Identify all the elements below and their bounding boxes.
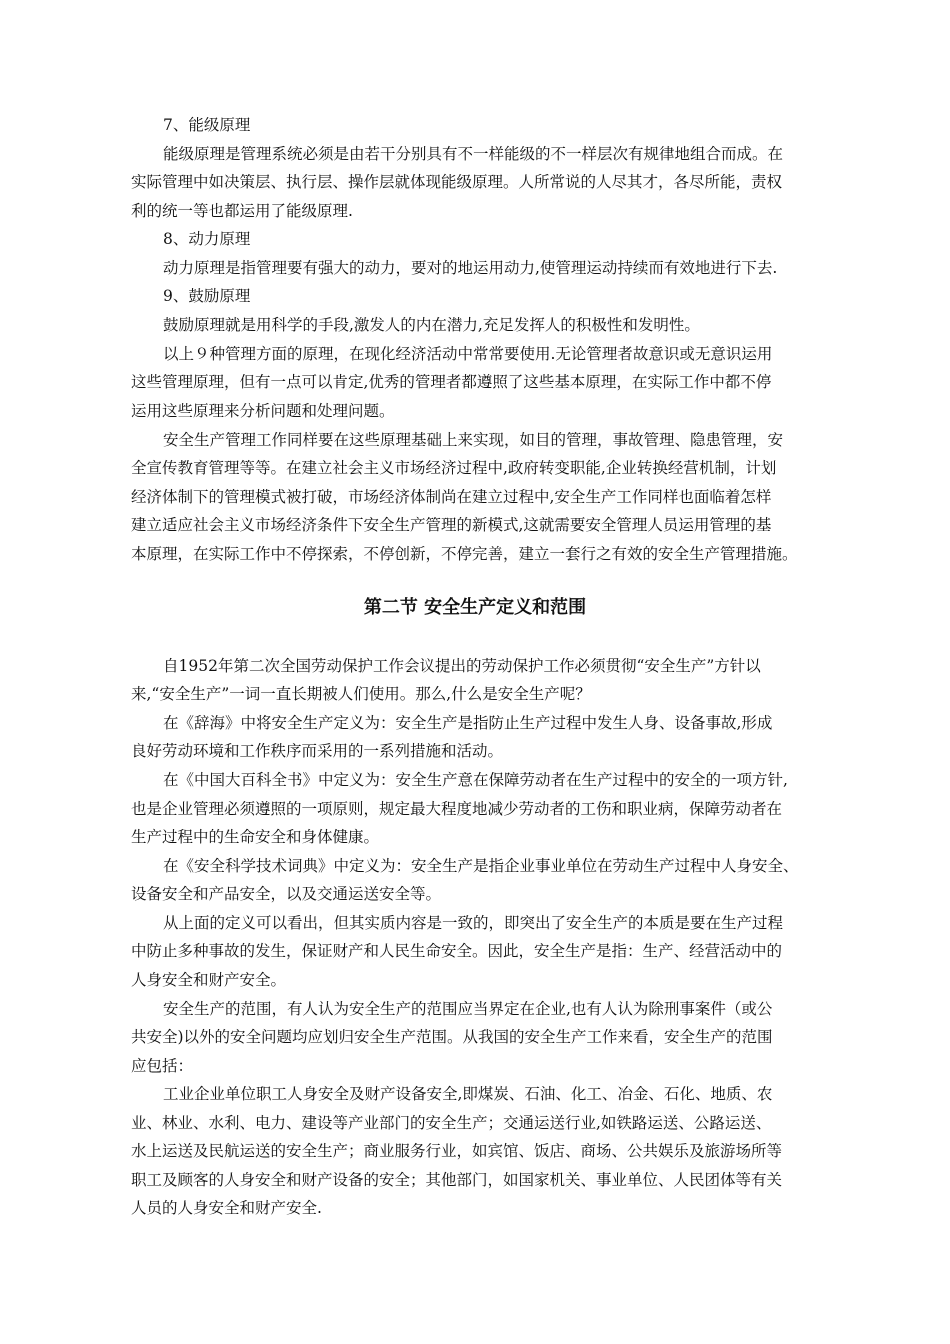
paragraph-line: 来,“安全生产”一词一直长期被人们使用。那么,什么是安全生产呢？: [131, 685, 591, 703]
paragraph-line: 良好劳动环境和工作秩序而采用的一系列措施和活动。: [131, 742, 504, 760]
paragraph-line: 应包括：: [131, 1057, 194, 1075]
application-line: 经济体制下的管理模式被打破，市场经济体制尚在建立过程中,安全生产工作同样也面临着怎样: [131, 488, 772, 506]
paragraph-line: 职工及顾客的人身安全和财产设备的安全；其他部门，如国家机关、事业单位、人民团体等有关: [131, 1171, 783, 1189]
section-title: 第二节 安全生产定义和范围: [363, 597, 587, 618]
principle-7-heading: 7、能级原理: [163, 116, 251, 134]
summary-line: 以上９种管理方面的原理，在现化经济活动中常常要使用.无论管理者故意识或无意识运用: [163, 345, 773, 363]
principle-9-text-line: 鼓励原理就是用科学的手段,激发人的内在潜力,充足发挥人的积极性和发明性。: [163, 316, 700, 334]
principle-8-text-line: 动力原理是指管理要有强大的动力，要对的地运用动力,使管理运动持续而有效地进行下去.: [163, 259, 778, 277]
paragraph-line: 工业企业单位职工人身安全及财产设备安全,即煤炭、石油、化工、冶金、石化、地质、农: [163, 1085, 773, 1103]
summary-line: 这些管理原理，但有一点可以肯定,优秀的管理者都遵照了这些基本原理，在实际工作中都不停: [131, 373, 772, 391]
paragraph-line: 在《辞海》中将安全生产定义为：安全生产是指防止生产过程中发生人身、设备事故,形成: [163, 714, 773, 732]
application-line: 安全生产管理工作同样要在这些原理基础上来实现，如目的管理，事故管理、隐患管理，安: [163, 431, 784, 449]
paragraph-line: 人员的人身安全和财产安全.: [131, 1199, 322, 1217]
application-line: 本原理，在实际工作中不停探索，不停创新，不停完善，建立一套行之有效的安全生产管理措施。: [131, 545, 798, 563]
paragraph-line: 自1952年第二次全国劳动保护工作会议提出的劳动保护工作必须贯彻“安全生产”方针以: [163, 657, 761, 675]
principle-7-text-line: 能级原理是管理系统必须是由若干分别具有不一样能级的不一样层次有规律地组合而成。在: [163, 145, 784, 163]
application-line: 全宣传教育管理等等。在建立社会主义市场经济过程中,政府转变职能,企业转换经营机制，计划: [131, 459, 777, 477]
paragraph-line: 从上面的定义可以看出，但其实质内容是一致的，即突出了安全生产的本质是要在生产过程: [163, 914, 784, 932]
paragraph-line: 在《安全科学技术词典》中定义为：安全生产是指企业事业单位在劳动生产过程中人身安全、: [163, 857, 799, 875]
summary-line: 运用这些原理来分析问题和处理问题。: [131, 402, 395, 420]
principle-8-heading: 8、动力原理: [163, 230, 251, 248]
application-line: 建立适应社会主义市场经济条件下安全生产管理的新模式,这就需要安全管理人员运用管理的基: [131, 516, 772, 534]
paragraph-line: 安全生产的范围，有人认为安全生产的范围应当界定在企业,也有人认为除刑事案件（或公: [163, 1000, 773, 1018]
paragraph-line: 水上运送及民航运送的安全生产；商业服务行业，如宾馆、饭店、商场、公共娱乐及旅游场所等: [131, 1142, 783, 1160]
paragraph-line: 设备安全和产品安全，以及交通运送安全等。: [131, 885, 442, 903]
paragraph-line: 中防止多种事故的发生，保证财产和人民生命安全。因此，安全生产是指：生产、经营活动中的: [131, 942, 783, 960]
paragraph-line: 人身安全和财产安全。: [131, 971, 287, 989]
paragraph-line: 业、林业、水利、电力、建设等产业部门的安全生产；交通运送行业,如铁路运送、公路运送、: [131, 1114, 772, 1132]
paragraph-line: 共安全)以外的安全问题均应划归安全生产范围。从我国的安全生产工作来看，安全生产的范围: [131, 1028, 773, 1046]
paragraph-line: 生产过程中的生命安全和身体健康。: [131, 828, 380, 846]
principle-7-text-line: 利的统一等也都运用了能级原理.: [131, 202, 353, 220]
paragraph-line: 在《中国大百科全书》中定义为：安全生产意在保障劳动者在生产过程中的安全的一项方针,: [163, 771, 788, 789]
principle-7-text-line: 实际管理中如决策层、执行层、操作层就体现能级原理。人所常说的人尽其才，各尽所能，责权: [131, 173, 783, 191]
paragraph-line: 也是企业管理必须遵照的一项原则，规定最大程度地减少劳动者的工伤和职业病，保障劳动者在: [131, 800, 783, 818]
principle-9-heading: 9、鼓励原理: [163, 287, 251, 305]
